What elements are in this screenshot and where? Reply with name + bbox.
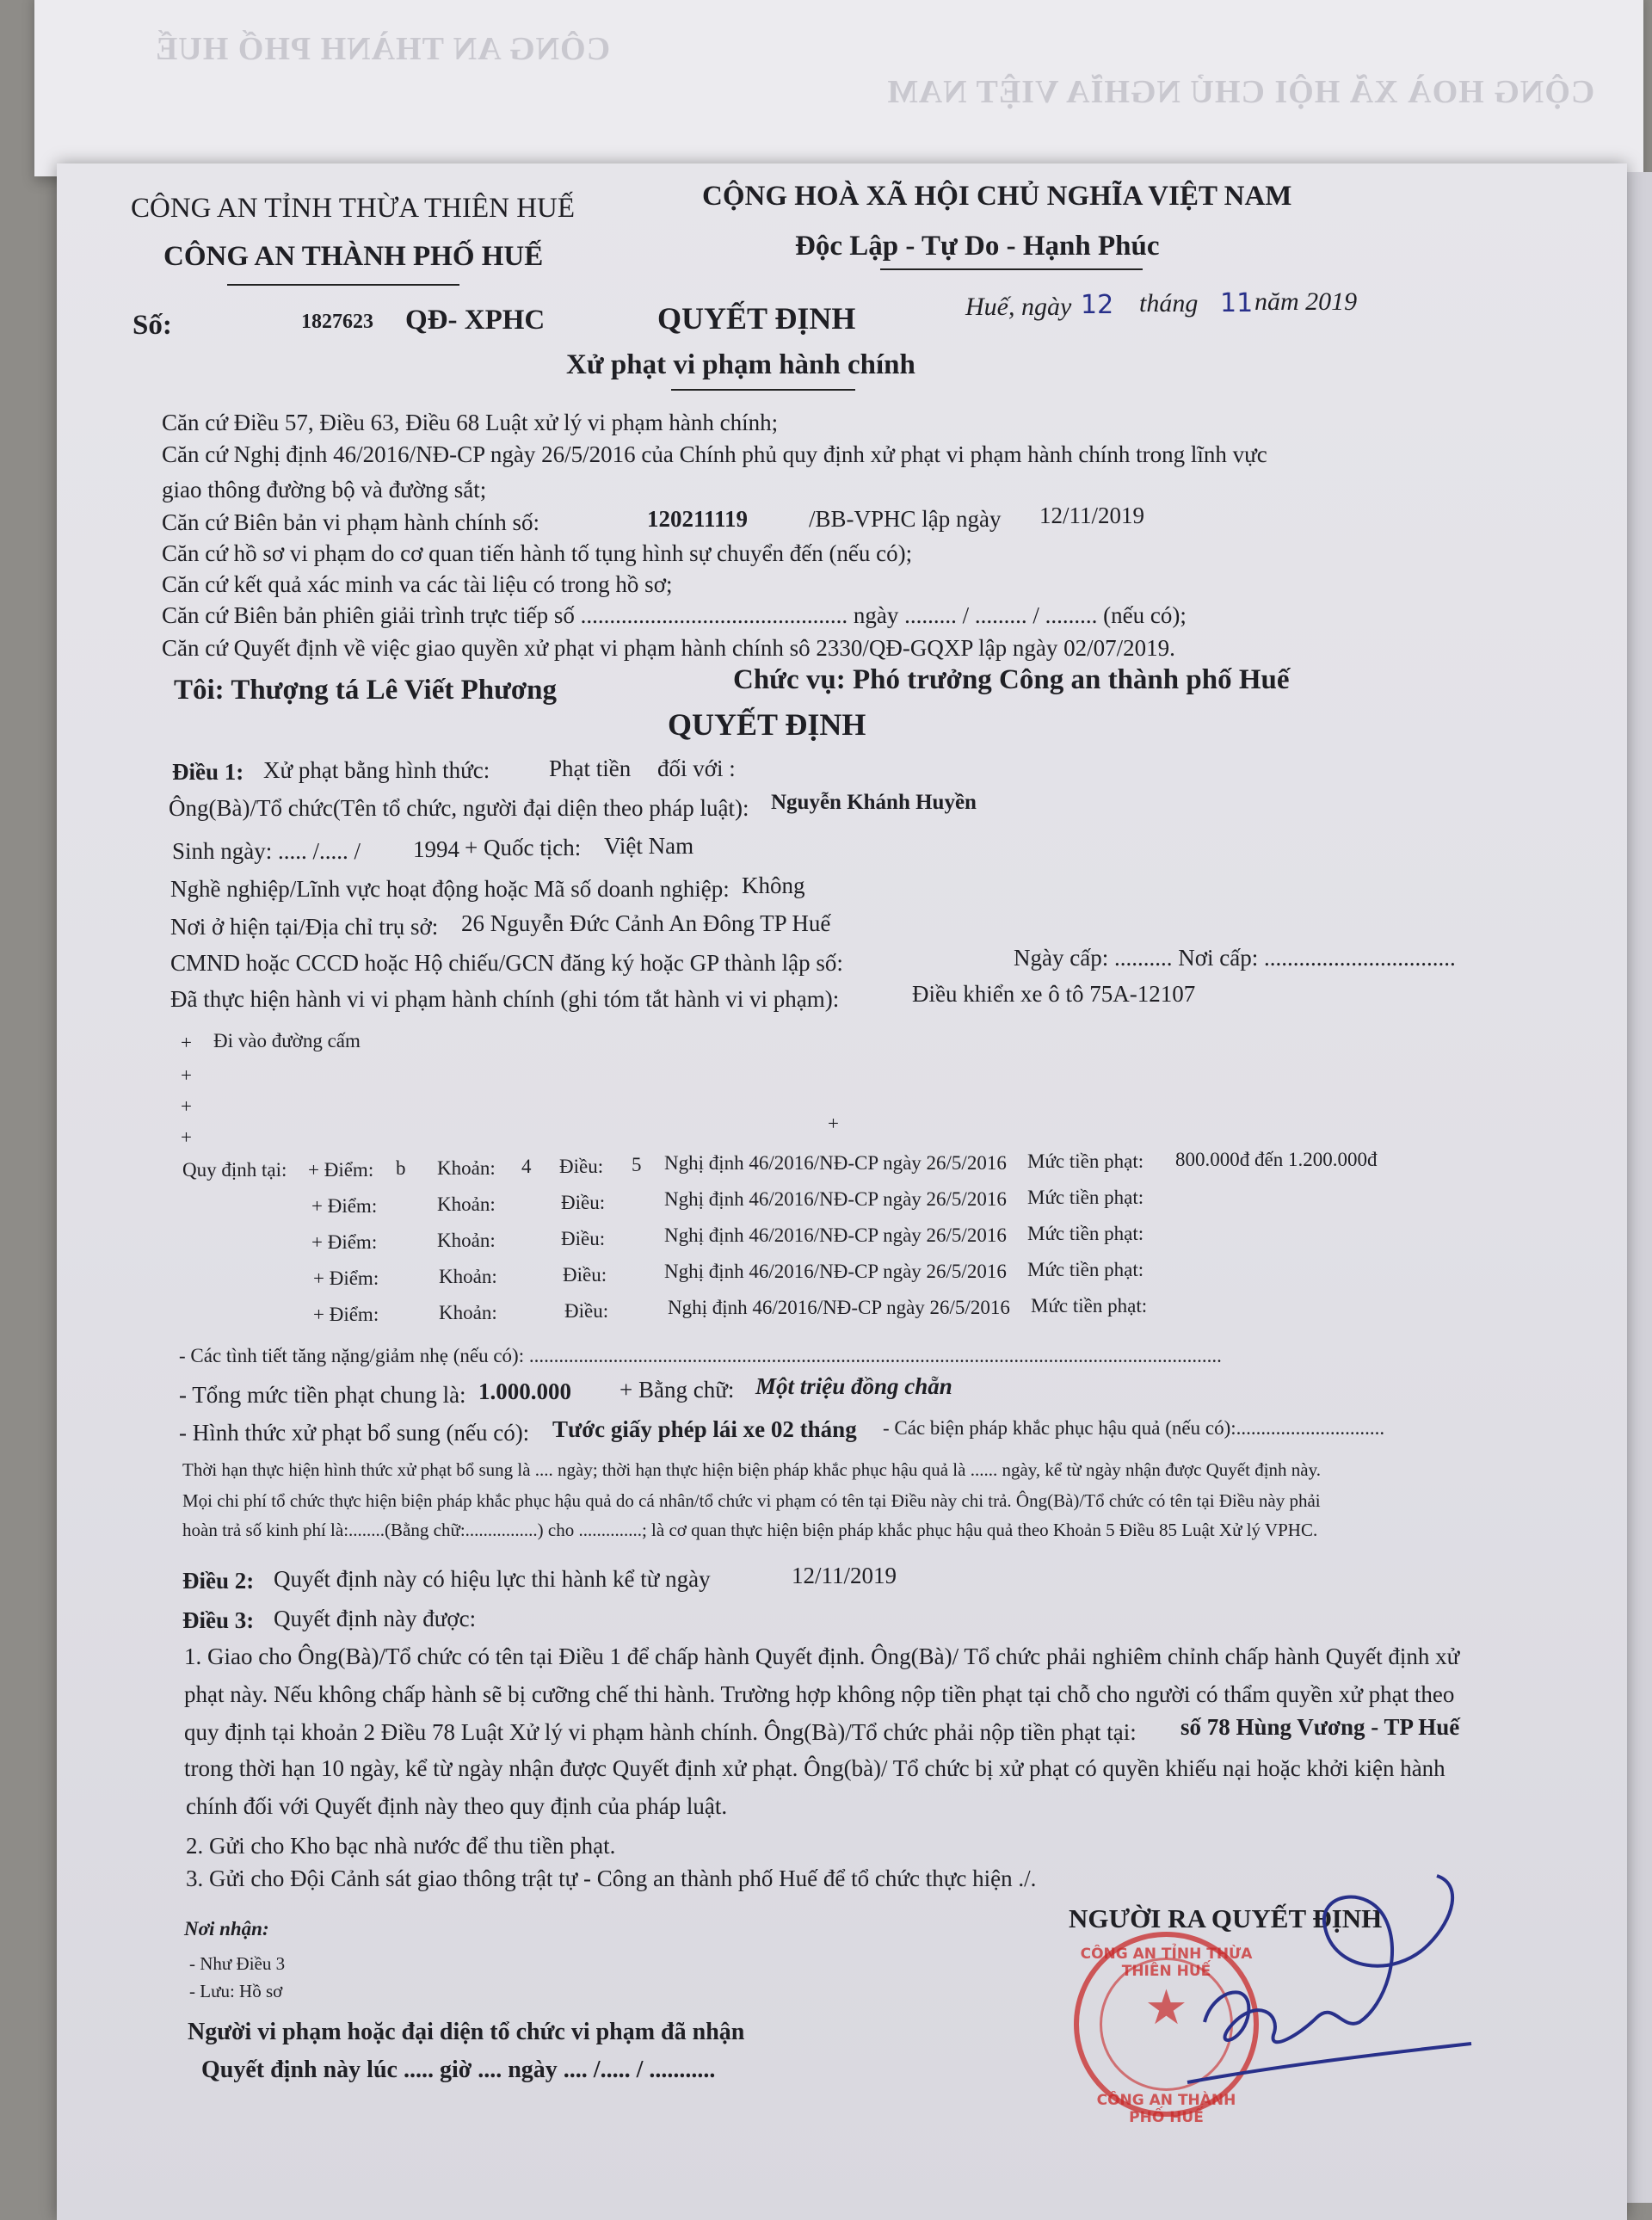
article3-line: quy định tại khoản 2 Điều 78 Luật Xử lý vi phạm hành chính. Ông(Bà)/Tổ chức phải nộp tiền phạt tại:	[184, 1719, 1137, 1745]
violation: Điều khiển xe ô tô 75A-12107	[912, 981, 1196, 1007]
issuer-name: Tôi: Thượng tá Lê Viết Phương	[174, 675, 558, 706]
ghost-text-bleed: CỘNG HOÀ XÃ HỘI CHỦ NGHĨA VIỆT NAM	[886, 74, 1595, 110]
decree-ref: Nghị định 46/2016/NĐ-CP ngày 26/5/2016	[664, 1224, 1007, 1246]
person-label: Ông(Bà)/Tổ chức(Tên tổ chức, người đại diện theo pháp luật):	[169, 795, 749, 821]
article2-title: Điều 2:	[182, 1568, 255, 1594]
nation-title: CỘNG HOÀ XÃ HỘI CHỦ NGHĨA VIỆT NAM	[702, 181, 1292, 212]
address: 26 Nguyễn Đức Cảnh An Đông TP Huế	[461, 910, 831, 936]
khoan-label: Khoản:	[437, 1230, 496, 1251]
penalty-form: Phạt tiền	[549, 755, 632, 781]
motto: Độc Lập - Tự Do - Hạnh Phúc	[795, 231, 1160, 262]
khoan-value: 4	[521, 1156, 532, 1177]
violation-label: Đã thực hiện hành vi vi phạm hành chính (ghi tóm tắt hành vi vi phạm):	[170, 986, 840, 1012]
term-text: Thời hạn thực hiện hình thức xử phạt bổ sung là .... ngày; thời hạn thực hiện biện pháp khắc phục hậu quả là ...... ngày, kể từ ngày nhận được Quyết định này.	[182, 1459, 1321, 1480]
remedy-label: - Các biện pháp khắc phục hậu quả (nếu có):..............................	[883, 1417, 1385, 1439]
decree-ref: Nghị định 46/2016/NĐ-CP ngày 26/5/2016	[664, 1261, 1007, 1282]
address-label: Nơi ở hiện tại/Địa chỉ trụ sở:	[170, 914, 439, 940]
term-text: hoàn trả số kinh phí là:........(Bằng chữ:................) cho ..............; là cơ quan thực hiện biện pháp khắc phục hậu quả theo Khoản 5 Điều 85 Luật Xử lý VPHC.	[182, 1520, 1318, 1540]
id-label: CMND hoặc CCCD hoặc Hộ chiếu/GCN đăng ký hoặc GP thành lập số:	[170, 950, 843, 976]
recipients-title: Nơi nhận:	[184, 1918, 269, 1939]
date-place: Huế, ngày	[965, 293, 1072, 321]
khoan-label: Khoản:	[437, 1193, 496, 1215]
article3-line: trong thời hạn 10 ngày, kể từ ngày nhận được Quyết định xử phạt. Ông(bà)/ Tổ chức bị xử phạt có quyền khiếu nại hoặc khởi kiện hành	[184, 1755, 1446, 1781]
khoan-label: Khoản:	[439, 1266, 497, 1287]
diem-label: + Điểm:	[313, 1267, 379, 1289]
basis-line: Căn cứ Biên bản vi phạm hành chính số:	[162, 509, 540, 535]
article3-line: chính đối với Quyết định này theo quy định của pháp luật.	[186, 1793, 728, 1819]
penalty-form-suffix: đối với :	[657, 755, 736, 781]
ghost-text-bleed: CÔNG AN THÀNH PHỐ HUẾ	[155, 31, 611, 67]
bullet-plus: +	[181, 1032, 192, 1053]
basis-line: Căn cứ hồ sơ vi phạm do cơ quan tiến hành tố tụng hình sự chuyển đến (nếu có);	[162, 540, 913, 566]
diem-label: + Điểm:	[313, 1304, 379, 1325]
rule-label: Quy định tại:	[182, 1159, 287, 1181]
issuer-position: Chức vụ: Phó trưởng Công an thành phố Huế	[733, 664, 1290, 695]
fine-label: Mức tiền phạt:	[1027, 1150, 1144, 1172]
date-month: 11	[1220, 288, 1254, 318]
bullet-plus: +	[181, 1126, 192, 1148]
words-value: Một triệu đồng chẵn	[755, 1373, 952, 1399]
penalty-form-label: Xử phạt bằng hình thức:	[263, 757, 490, 783]
dieu-label: Điều:	[563, 1264, 607, 1286]
basis-line: Căn cứ Nghị định 46/2016/NĐ-CP ngày 26/5/2016 của Chính phủ quy định xử phạt vi phạm hành chính trong lĩnh vực	[162, 441, 1267, 467]
doc-subject: Xử phạt vi phạm hành chính	[566, 349, 915, 380]
so-suffix: QĐ- XPHC	[405, 305, 546, 336]
stamp-bottom-text: CÔNG AN THÀNH PHỐ HUẾ	[1096, 2092, 1236, 2126]
payment-place: số 78 Hùng Vương - TP Huế	[1180, 1714, 1460, 1740]
handwritten-signature	[1058, 1850, 1506, 2108]
total-value: 1.000.000	[478, 1378, 571, 1404]
decree-ref: Nghị định 46/2016/NĐ-CP ngày 26/5/2016	[664, 1152, 1007, 1174]
stamp-top-text: CÔNG AN TỈNH THỪA THIÊN HUẾ	[1080, 1946, 1253, 1980]
date-year: năm 2019	[1254, 287, 1358, 316]
effective-date: 12/11/2019	[792, 1563, 897, 1588]
fine-label: Mức tiền phạt:	[1027, 1223, 1144, 1244]
dieu-label: Điều:	[561, 1192, 606, 1213]
agency-parent: CÔNG AN TỈNH THỪA THIÊN HUẾ	[131, 193, 576, 224]
dieu-value: 5	[632, 1154, 642, 1175]
khoan-label: Khoản:	[437, 1157, 496, 1179]
diem-label: + Điểm:	[311, 1195, 378, 1217]
diem-value: b	[396, 1157, 406, 1179]
term-text: Mọi chi phí tổ chức thực hiện biện pháp khắc phục hậu quả do cá nhân/tổ chức vi phạm có tên tại Điều này chi trả. Ông(Bà)/Tổ chức có tên tại Điều này phải	[182, 1490, 1321, 1511]
decree-ref: Nghị định 46/2016/NĐ-CP ngày 26/5/2016	[668, 1297, 1010, 1318]
signer-title: NGƯỜI RA QUYẾT ĐỊNH	[1069, 1903, 1383, 1933]
article3-text: Quyết định này được:	[274, 1606, 477, 1631]
person-name: Nguyễn Khánh Huyền	[771, 791, 977, 814]
dieu-label: Điều:	[564, 1300, 609, 1322]
dieu-label: Điều:	[559, 1156, 604, 1177]
violation-item: Đi vào đường cấm	[213, 1030, 361, 1051]
article3-line: 1. Giao cho Ông(Bà)/Tổ chức có tên tại Điều 1 để chấp hành Quyết định. Ông(Bà)/ Tổ chức phải nghiêm chỉnh chấp hành Quyết định xử	[184, 1643, 1460, 1669]
recipient: - Lưu: Hồ sơ	[189, 1981, 283, 2001]
dob-label: Sinh ngày: ..... /..... /	[172, 838, 361, 864]
basis-line: Căn cứ Điều 57, Điều 63, Điều 68 Luật xử lý vi phạm hành chính;	[162, 410, 779, 435]
diem-label: + Điểm:	[308, 1159, 374, 1181]
background-paper	[34, 0, 1643, 176]
diem-label: + Điểm:	[311, 1231, 378, 1253]
id-issue: Ngày cấp: .......... Nơi cấp: .................................	[1014, 945, 1456, 971]
fine-label: Mức tiền phạt:	[1027, 1259, 1144, 1280]
job-label: Nghề nghiệp/Lĩnh vực hoạt động hoặc Mã số doanh nghiệp:	[170, 876, 730, 902]
received-line: Người vi phạm hoặc đại diện tổ chức vi phạm đã nhận	[188, 2019, 745, 2045]
date-day: 12	[1081, 290, 1114, 320]
dieu-label: Điều:	[561, 1228, 606, 1249]
article3-line: phạt này. Nếu không chấp hành sẽ bị cưỡng chế thi hành. Trường hợp không nộp tiền phạt tại chỗ cho người có thẩm quyền xử phạt theo	[184, 1681, 1455, 1707]
doc-type: QUYẾT ĐỊNH	[657, 301, 856, 336]
subject-underline	[671, 389, 855, 391]
job: Không	[742, 873, 805, 898]
date-month-label: tháng	[1139, 289, 1199, 318]
so-value: 1827623	[301, 311, 373, 333]
record-number: 120211119	[647, 506, 749, 532]
star-icon: ★	[1144, 1980, 1188, 2036]
article3-line: 2. Gửi cho Kho bạc nhà nước để thu tiền phạt.	[186, 1833, 616, 1859]
article3-title: Điều 3:	[182, 1607, 255, 1633]
fine-range: 800.000đ đến 1.200.000đ	[1175, 1149, 1378, 1170]
aggravating: - Các tình tiết tăng nặng/giảm nhẹ (nếu có): ............................................................................................................................................	[179, 1345, 1222, 1366]
agency-underline	[227, 284, 459, 286]
article3-line: 3. Gửi cho Đội Cảnh sát giao thông trật tự - Công an thành phố Huế để tổ chức thực hiện ./.	[186, 1865, 1037, 1891]
received-line: Quyết định này lúc ..... giờ .... ngày .... /..... / ...........	[201, 2057, 716, 2083]
decide-title: QUYẾT ĐỊNH	[668, 707, 866, 742]
agency-name: CÔNG AN THÀNH PHỐ HUẾ	[163, 241, 544, 272]
record-date: 12/11/2019	[1039, 503, 1145, 528]
extra-label: - Hình thức xử phạt bổ sung (nếu có):	[179, 1420, 530, 1446]
article1-title: Điều 1:	[172, 759, 244, 785]
bullet-plus: +	[181, 1095, 192, 1117]
total-label: - Tổng mức tiền phạt chung là:	[179, 1382, 466, 1408]
article2-text: Quyết định này có hiệu lực thi hành kể từ ngày	[274, 1566, 711, 1592]
bullet-plus: +	[181, 1064, 192, 1086]
dob-year: 1994	[413, 836, 459, 862]
khoan-label: Khoản:	[439, 1302, 497, 1323]
nationality-label: + Quốc tịch:	[465, 835, 582, 860]
basis-line: Căn cứ kết quả xác minh va các tài liệu có trong hồ sơ;	[162, 571, 673, 597]
basis-line: Căn cứ Quyết định về việc giao quyền xử phạt vi phạm hành chính sô 2330/QĐ-GQXP lập ngày 02/07/2019.	[162, 635, 1175, 661]
record-suffix: /BB-VPHC lập ngày	[809, 506, 1002, 532]
fine-label: Mức tiền phạt:	[1031, 1295, 1148, 1317]
decree-ref: Nghị định 46/2016/NĐ-CP ngày 26/5/2016	[664, 1188, 1007, 1210]
words-label: + Bằng chữ:	[620, 1377, 735, 1403]
nationality: Việt Nam	[604, 833, 694, 859]
bullet-plus: +	[828, 1113, 839, 1134]
basis-line: Căn cứ Biên bản phiên giải trình trực tiếp số .............................................. ngày ......... / ......... / ......... (nếu có);	[162, 602, 1187, 628]
recipient: - Như Điều 3	[189, 1953, 286, 1974]
motto-underline	[880, 268, 1143, 270]
fine-label: Mức tiền phạt:	[1027, 1187, 1144, 1208]
basis-line: giao thông đường bộ và đường sắt;	[162, 477, 487, 503]
so-label: Số:	[133, 310, 172, 341]
extra-value: Tước giấy phép lái xe 02 tháng	[552, 1416, 857, 1442]
